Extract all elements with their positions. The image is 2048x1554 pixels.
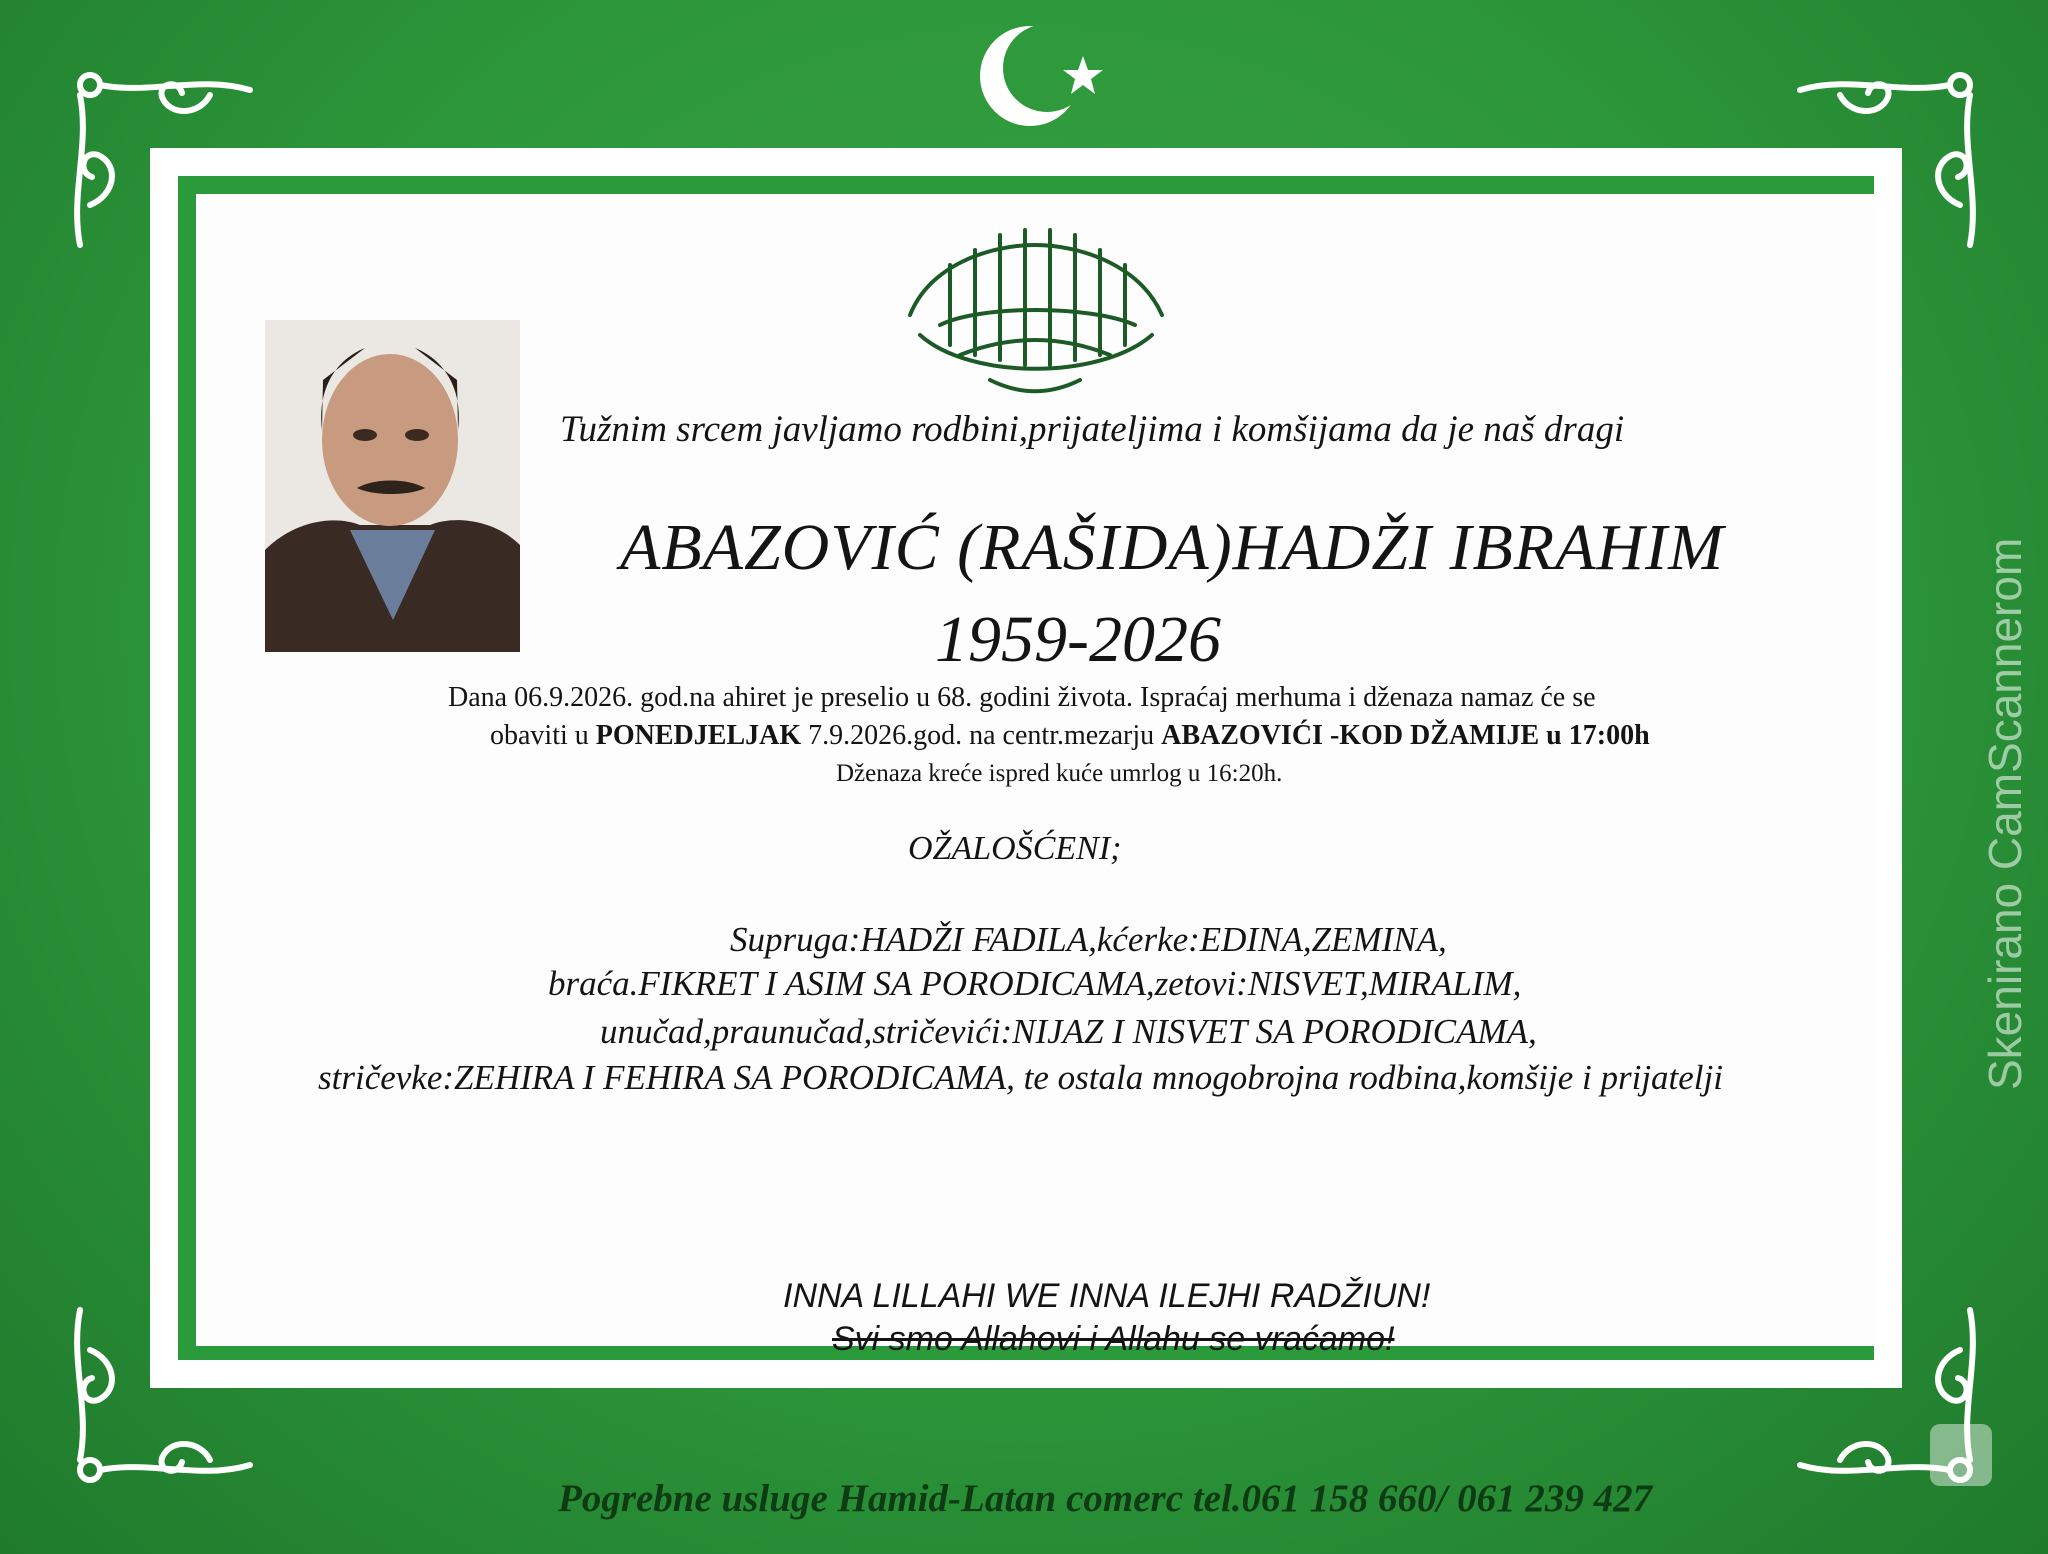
mourners-line-2: braća.FIKRET I ASIM SA PORODICAMA,zetovi:NISVET,MIRALIM,: [548, 964, 1522, 1003]
announcement-intro: Tužnim srcem javljamo rodbini,prijateljima i komšijama da je naš dragi: [560, 409, 1625, 450]
line2-prefix: obaviti u: [490, 720, 596, 751]
scanner-watermark: Skenirano CamScannerom: [1979, 537, 2031, 1090]
mourners-heading: OŽALOŠĆENI;: [908, 830, 1122, 867]
closing-translation: Svi smo Allahovi i Allahu se vraćamo!: [832, 1320, 1395, 1358]
funeral-day: PONEDJELJAK: [595, 720, 802, 751]
crescent-star-icon: [975, 14, 1115, 134]
mourners-line-3: unučad,praunučad,stričevići:NIJAZ I NISVET SA PORODICAMA,: [600, 1012, 1537, 1051]
camscanner-logo-icon: [1930, 1424, 1992, 1486]
mourners-line-1: Supruga:HADŽI FADILA,kćerke:EDINA,ZEMINA,: [730, 920, 1447, 959]
mourners-line-4: stričevke:ZEHIRA I FEHIRA SA PORODICAMA, te ostala mnogobrojna rodbina,komšije i prijatelji: [318, 1058, 1723, 1097]
funeral-details-line-1: Dana 06.9.2026. god.na ahiret je preselio u 68. godini života. Ispraćaj merhuma i dženaza namaz će se: [448, 682, 1596, 713]
line2-middle: 7.9.2026.god. na centr.mezarju: [801, 720, 1162, 751]
funeral-details-line-2: [490, 720, 1650, 752]
arabic-calligraphy-seal: [890, 205, 1180, 405]
procession-details: Dženaza kreće ispred kuće umrlog u 16:20h.: [836, 760, 1283, 787]
closing-prayer: INNA LILLAHI WE INNA ILEJHI RADŽIUN!: [783, 1277, 1431, 1315]
deceased-portrait: [265, 320, 520, 652]
deceased-name: ABAZOVIĆ (RAŠIDA)HADŽI IBRAHIM: [620, 511, 1725, 584]
funeral-service-footer: Pogrebne usluge Hamid-Latan comerc tel.061 158 660/ 061 239 427: [558, 1477, 1653, 1520]
line2-u: u: [1539, 720, 1569, 751]
funeral-place: ABAZOVIĆI -KOD DŽAMIJE: [1161, 720, 1540, 751]
life-years: 1959-2026: [935, 603, 1221, 676]
funeral-time: 17:00h: [1568, 720, 1650, 751]
